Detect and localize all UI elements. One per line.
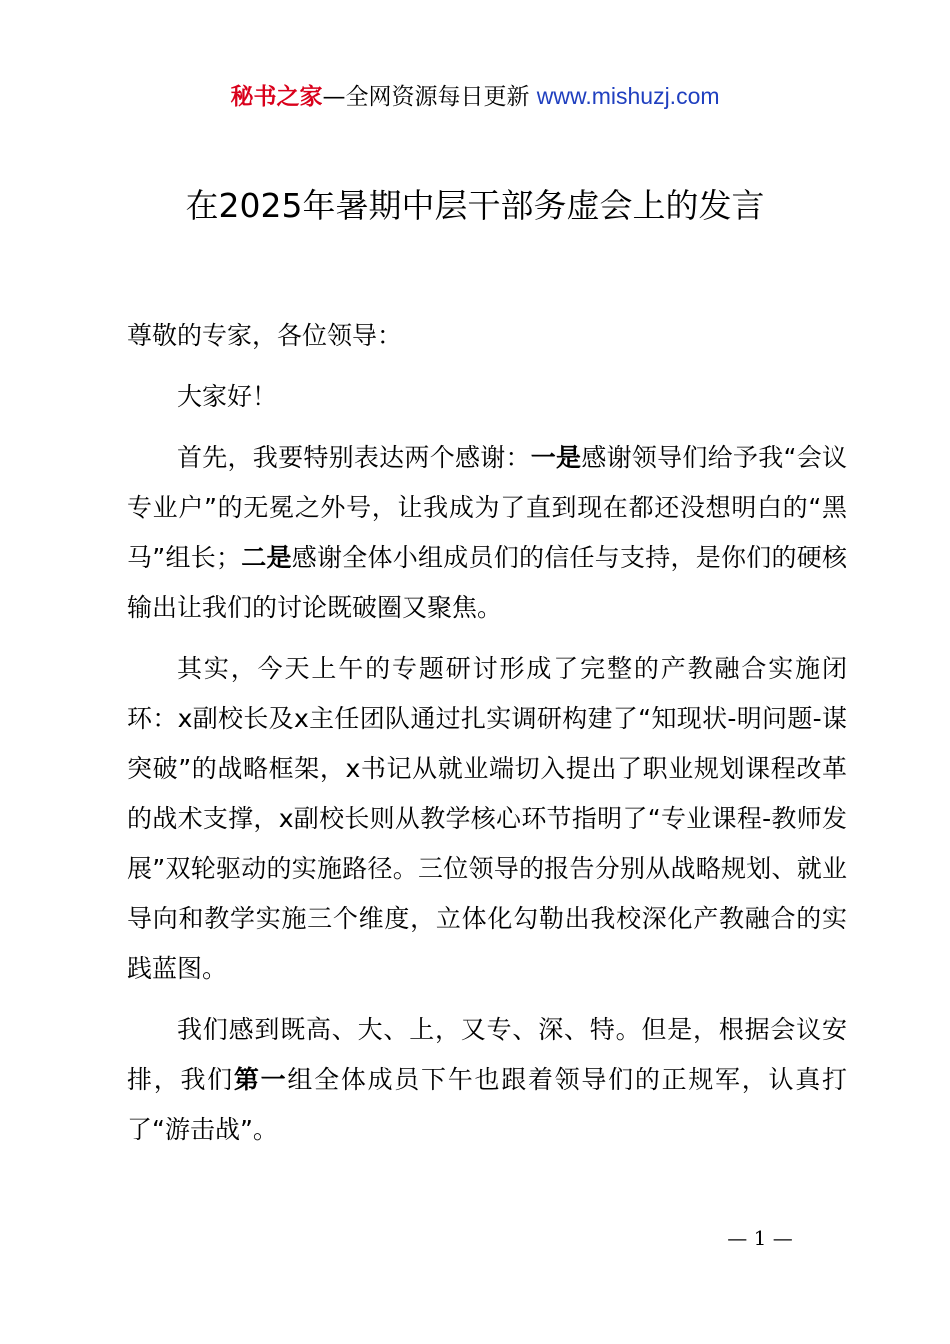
page-number: — 1 — [727,1226,793,1250]
site-url-link[interactable]: www.mishuzj.com [536,83,720,109]
salutation: 尊敬的专家，各位领导： [127,321,403,350]
paragraph-text: 感谢全体小组成员们的信任与支持，是你们的硬核输出让我们的讨论既破圈又聚焦。 [127,543,847,622]
paragraph-text: 首先，我要特别表达两个感谢： [177,443,531,472]
site-header [0,80,950,113]
document-body [127,311,847,1166]
bold-marker: 第一 [233,1065,288,1094]
document-title: 在2025年暑期中层干部务虚会上的发言 [185,186,765,225]
paragraph-summary: 其实，今天上午的专题研讨形成了完整的产教融合实施闭环：x副校长及x主任团队通过扎实调研构建了“知现状-明问题-谋突破”的战略框架，x书记从就业端切入提出了职业规划课程改革的战术支撑，x副校长则从教学核心环节指明了“专业课程-教师发展”双轮驱动的实施路径。三位领导的报告分别从战略规划、就业导向和教学实施三个维度，立体化勾勒出我校深化产教融合的实践蓝图。 [127,654,847,983]
site-slogan: —全网资源每日更新 [322,84,537,110]
paragraph-text: 我们感到既高、大、上，又专、深、特。但是，根据会议安排，我们 [127,1015,847,1094]
bold-marker: 二是 [240,543,292,572]
paragraph-conclusion [127,1005,847,1155]
bold-marker: 一是 [530,443,582,472]
site-name: 秘书之家 [230,84,323,110]
paragraph-text: 组全体成员下午也跟着领导们的正规军，认真打了“游击战”。 [127,1065,847,1144]
greeting: 大家好！ [177,382,278,411]
paragraph-text: 感谢领导们给予我“会议专业户”的无冕之外号，让我成为了直到现在都还没想明白的“黑马”组长； [127,443,847,572]
paragraph-thanks [127,433,847,633]
